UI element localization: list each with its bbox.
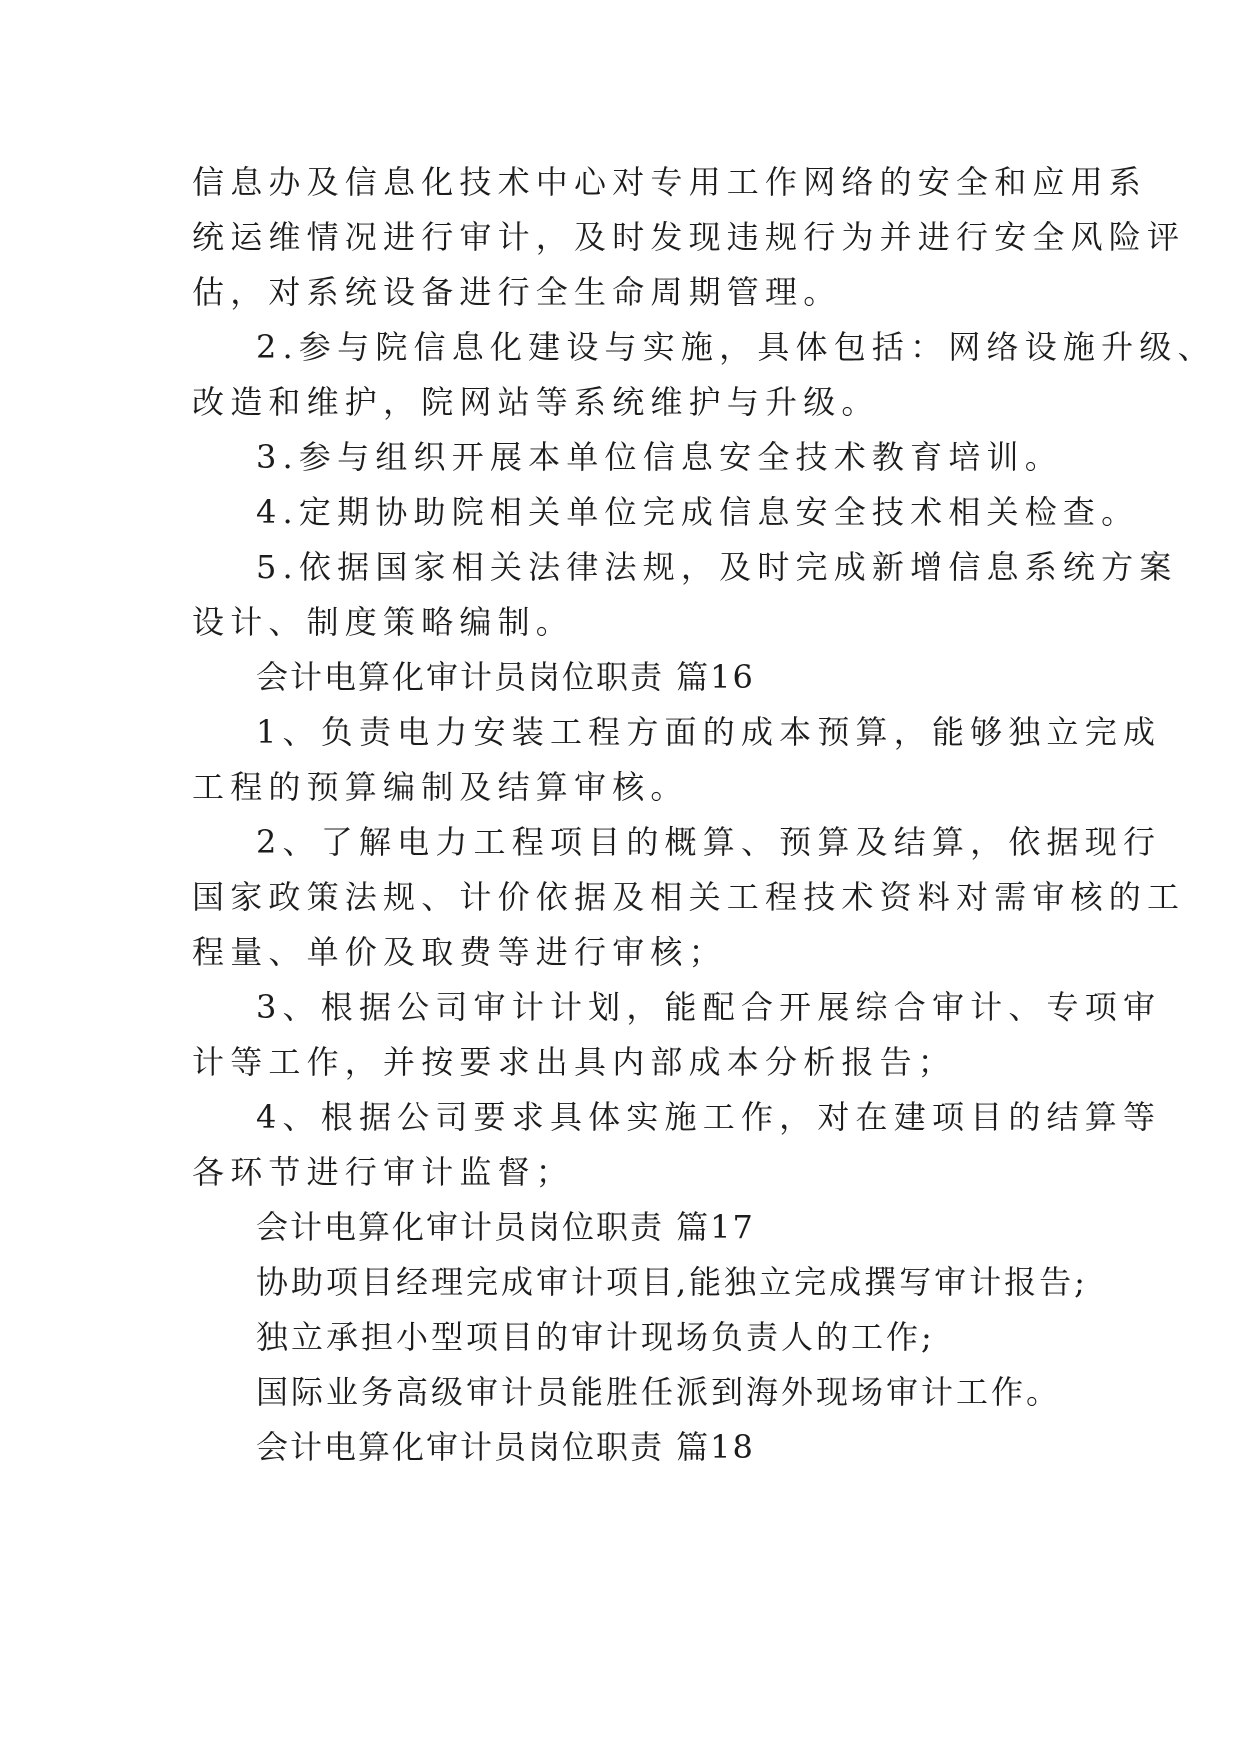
paragraph-line: 设计、制度策略编制。 — [192, 603, 575, 641]
list-item: 2.参与院信息化建设与实施，具体包括：网络设施升级、 — [256, 328, 1216, 366]
paragraph-line: 统运维情况进行审计，及时发现违规行为并进行安全风险评 — [192, 218, 1186, 256]
section-heading: 会计电算化审计员岗位职责 篇18 — [256, 1428, 755, 1466]
paragraph-line: 国家政策法规、计价依据及相关工程技术资料对需审核的工 — [192, 878, 1186, 916]
paragraph-line: 国际业务高级审计员能胜任派到海外现场审计工作。 — [256, 1373, 1062, 1411]
paragraph-line: 程量、单价及取费等进行审核； — [192, 933, 727, 971]
list-item: 2、了解电力工程项目的概算、预算及结算，依据现行 — [256, 823, 1162, 861]
paragraph-line: 工程的预算编制及结算审核。 — [192, 768, 689, 806]
paragraph-line: 计等工作，并按要求出具内部成本分析报告； — [192, 1043, 957, 1081]
list-item: 4、根据公司要求具体实施工作，对在建项目的结算等 — [256, 1098, 1162, 1136]
paragraph-line: 估，对系统设备进行全生命周期管理。 — [192, 273, 842, 311]
paragraph-line: 各环节进行审计监督； — [192, 1153, 575, 1191]
paragraph-line: 独立承担小型项目的审计现场负责人的工作; — [256, 1318, 935, 1356]
list-item: 3.参与组织开展本单位信息安全技术教育培训。 — [256, 438, 1063, 476]
section-heading: 会计电算化审计员岗位职责 篇16 — [256, 658, 755, 696]
section-heading: 会计电算化审计员岗位职责 篇17 — [256, 1208, 755, 1246]
paragraph-line: 改造和维护，院网站等系统维护与升级。 — [192, 383, 880, 421]
paragraph-line: 信息办及信息化技术中心对专用工作网络的安全和应用系 — [192, 163, 1148, 201]
list-item: 5.依据国家相关法律法规，及时完成新增信息系统方案 — [256, 548, 1178, 586]
list-item: 4.定期协助院相关单位完成信息安全技术相关检查。 — [256, 493, 1140, 531]
list-item: 3、根据公司审计计划，能配合开展综合审计、专项审 — [256, 988, 1162, 1026]
paragraph-line: 协助项目经理完成审计项目,能独立完成撰写审计报告; — [256, 1263, 1088, 1301]
list-item: 1、负责电力安装工程方面的成本预算，能够独立完成 — [256, 713, 1162, 751]
